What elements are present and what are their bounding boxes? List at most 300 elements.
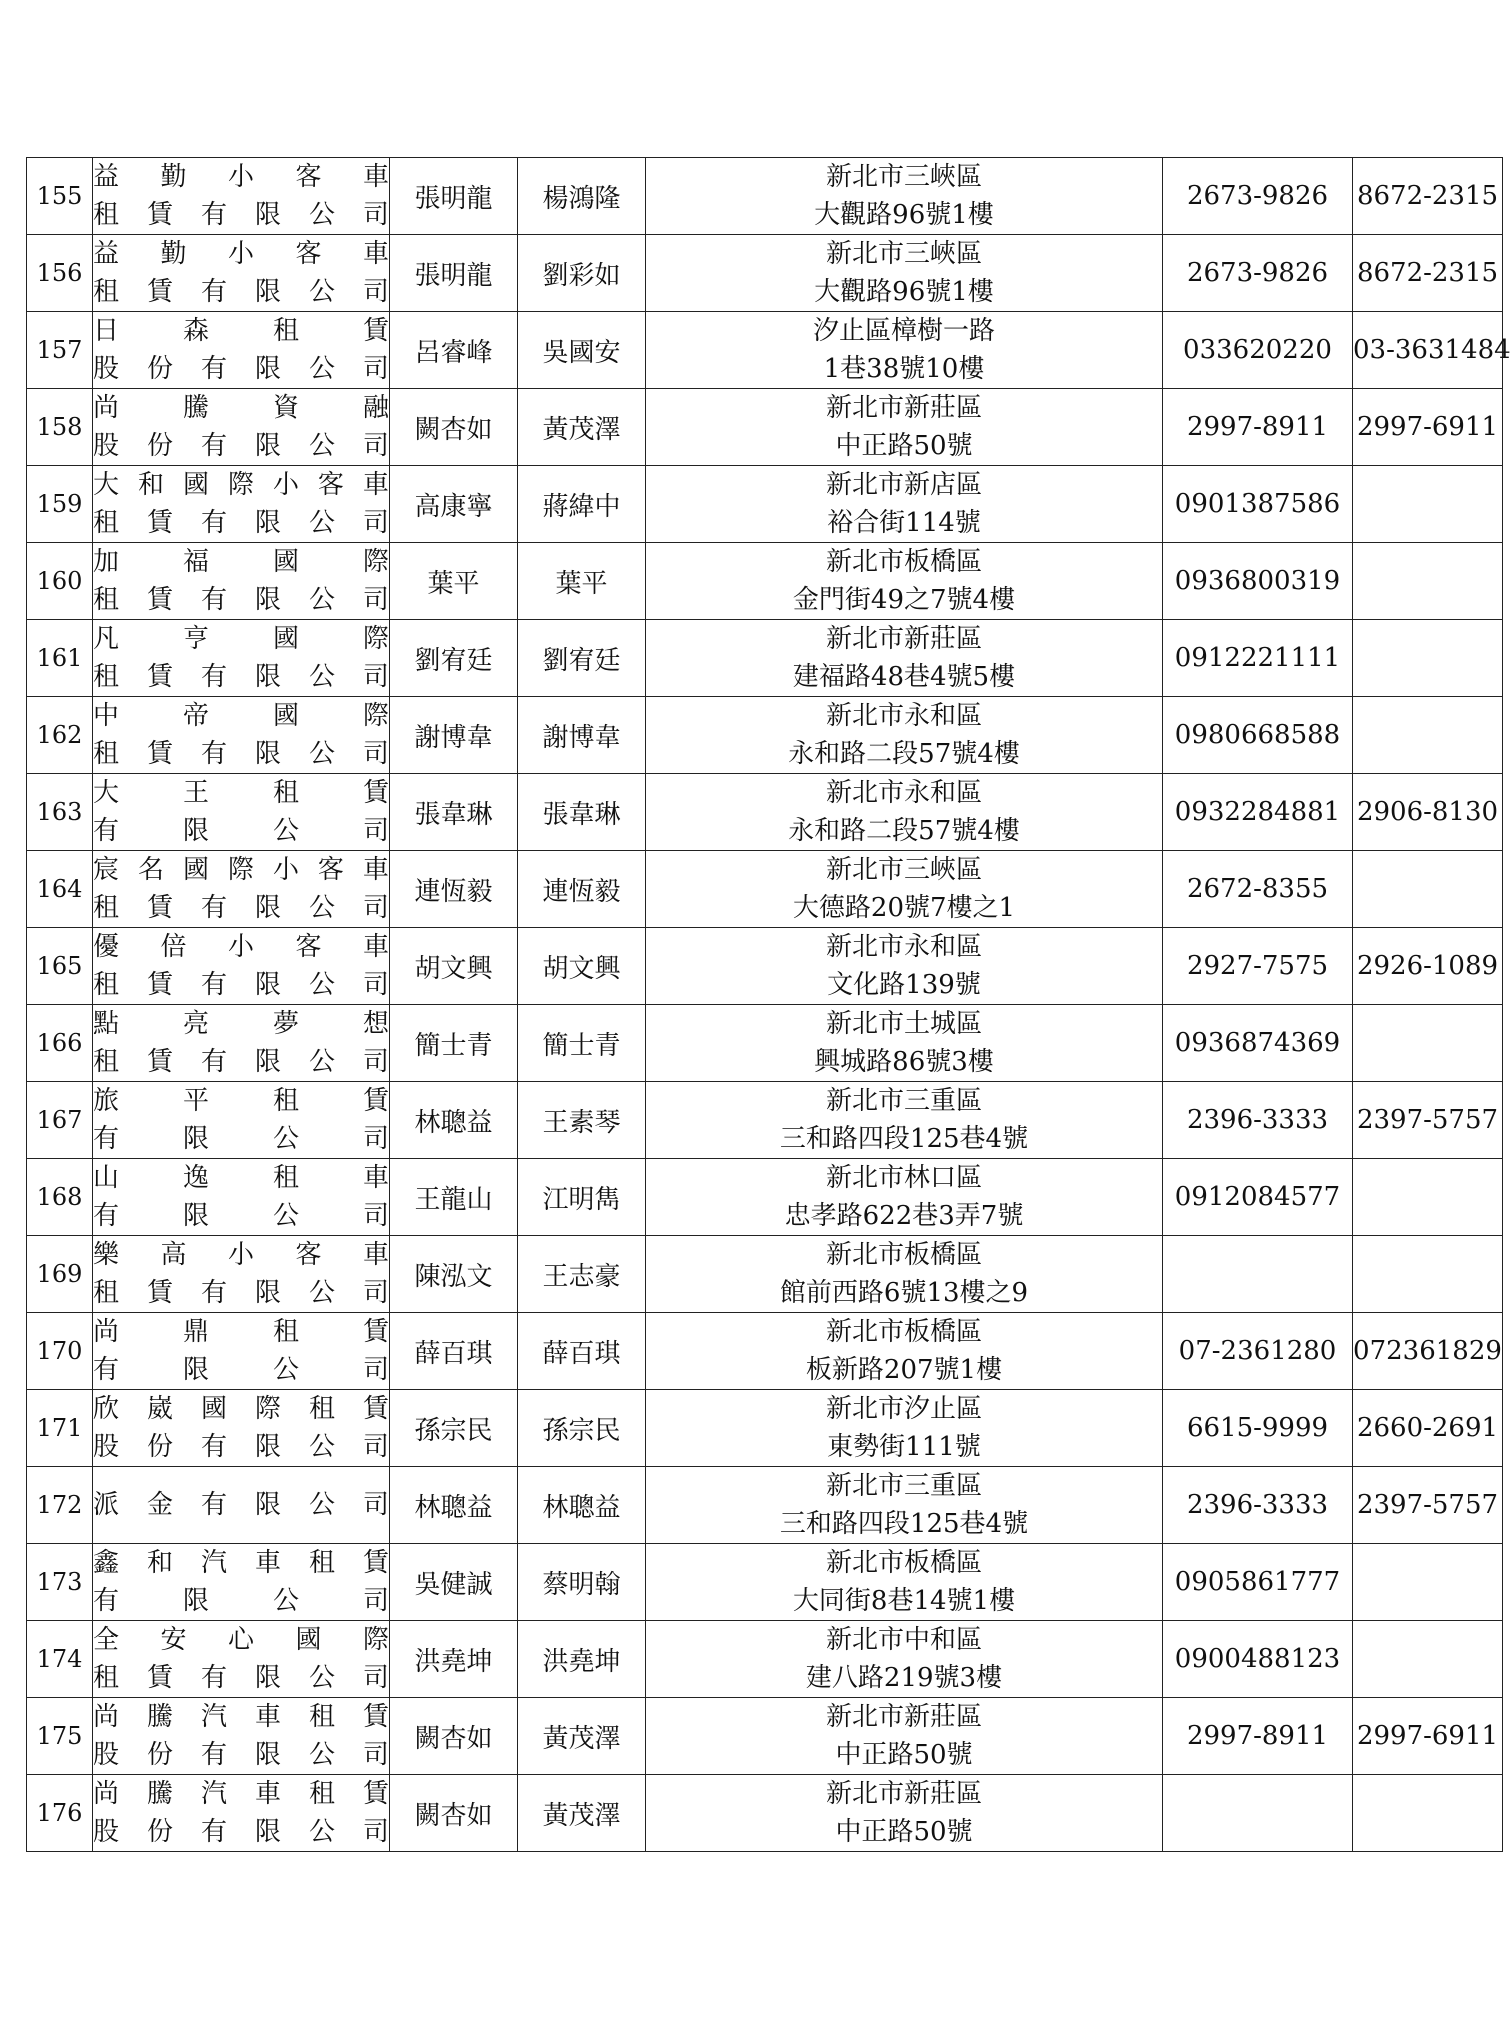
company-name-line: [93, 504, 389, 542]
manager-name: 王素琴: [542, 1107, 621, 1138]
address-line: 新北市新莊區: [825, 624, 982, 654]
company-name-line: [93, 735, 389, 773]
company-name-char: 全: [93, 1625, 120, 1655]
row-number-cell: [27, 1159, 93, 1236]
owner-name: 葉平: [427, 568, 480, 599]
company-name-char: 金: [146, 1490, 173, 1520]
company-name-char: 租: [93, 970, 120, 1000]
company-name-cell: [93, 1698, 390, 1775]
company-name-char: 公: [308, 662, 335, 692]
row-number: 176: [36, 1799, 83, 1827]
owner-name: 洪堯坤: [414, 1646, 493, 1677]
company-name-char: 賃: [146, 739, 173, 769]
row-number-cell: [27, 620, 93, 697]
manager-cell: [518, 1390, 646, 1467]
company-name-char: 限: [254, 354, 281, 384]
company-name-char: 山: [93, 1163, 120, 1193]
company-name-cell: [93, 158, 390, 235]
company-name-char: 租: [272, 1086, 299, 1116]
address-cell: [646, 389, 1163, 466]
company-name-line: [93, 1582, 389, 1620]
fax-cell: [1353, 774, 1503, 851]
company-name-char: 司: [362, 431, 389, 461]
fax-cell: [1353, 1775, 1503, 1852]
phone-cell: [1163, 620, 1353, 697]
manager-cell: [518, 1698, 646, 1775]
company-name-line: [93, 1005, 389, 1043]
company-name-char: 租: [308, 1702, 335, 1732]
company-name-char: 賃: [146, 277, 173, 307]
address-line: 新北市永和區: [825, 932, 982, 962]
company-name-char: 國: [272, 624, 299, 654]
company-name-char: 尚: [93, 1702, 120, 1732]
fax-cell: [1353, 1313, 1503, 1390]
address-line: 大同街8巷14號1樓: [792, 1586, 1016, 1616]
company-name-char: 有: [200, 585, 227, 615]
company-name-line: [93, 1659, 389, 1697]
address-line: 文化路139號: [827, 970, 981, 1000]
phone-number: 0900488123: [1174, 1644, 1341, 1674]
company-name-char: 有: [200, 970, 227, 1000]
company-name-char: 際: [362, 1625, 389, 1655]
company-name-char: 公: [308, 354, 335, 384]
company-name-line: [93, 466, 389, 504]
row-number: 161: [36, 644, 83, 672]
company-name-char: 公: [308, 1490, 335, 1520]
address-line: 大觀路96號1樓: [814, 200, 994, 230]
company-name-char: 有: [200, 1490, 227, 1520]
company-name-char: 際: [254, 1394, 281, 1424]
company-name-char: 資: [272, 393, 299, 423]
owner-name: 連恆毅: [414, 876, 493, 907]
table-row: [27, 235, 1503, 312]
manager-cell: [518, 158, 646, 235]
company-name-char: 汽: [200, 1779, 227, 1809]
company-name-char: 限: [254, 200, 281, 230]
row-number-cell: [27, 1544, 93, 1621]
owner-cell: [390, 389, 518, 466]
phone-number: 2396-3333: [1186, 1490, 1329, 1520]
fax-number: 2397-5757: [1356, 1105, 1499, 1135]
owner-cell: [390, 1698, 518, 1775]
company-name-char: 國: [200, 1394, 227, 1424]
company-name-char: 倍: [160, 932, 187, 962]
company-name-char: 司: [362, 1586, 389, 1616]
company-name-char: 宸: [93, 855, 120, 885]
phone-number: 0936874369: [1174, 1028, 1341, 1058]
company-name-char: 租: [272, 1163, 299, 1193]
address-line: 裕合街114號: [827, 508, 981, 538]
manager-cell: [518, 389, 646, 466]
company-name-cell: [93, 1082, 390, 1159]
table-row: [27, 1236, 1503, 1313]
company-name-char: 有: [93, 1124, 120, 1154]
address-cell: [646, 1621, 1163, 1698]
company-name-char: 限: [182, 1201, 209, 1231]
company-name-char: 客: [317, 470, 344, 500]
company-name-char: 限: [254, 1817, 281, 1847]
manager-cell: [518, 620, 646, 697]
company-name-char: 有: [200, 1047, 227, 1077]
owner-name: 闕杏如: [414, 1723, 493, 1754]
address-line: 新北市永和區: [825, 701, 982, 731]
fax-cell: [1353, 1698, 1503, 1775]
company-name-char: 車: [254, 1702, 281, 1732]
manager-cell: [518, 1082, 646, 1159]
row-number: 169: [36, 1260, 83, 1288]
fax-cell: [1353, 1621, 1503, 1698]
manager-name: 黃茂澤: [542, 414, 621, 445]
company-name-char: 國: [182, 855, 209, 885]
company-name-char: 小: [272, 855, 299, 885]
owner-cell: [390, 1082, 518, 1159]
address-line: 興城路86號3樓: [814, 1047, 994, 1077]
company-name-char: 有: [200, 893, 227, 923]
manager-name: 葉平: [555, 568, 608, 599]
fax-cell: [1353, 851, 1503, 928]
company-name-line: [93, 1428, 389, 1466]
company-name-char: 租: [93, 200, 120, 230]
manager-name: 孫宗民: [542, 1415, 621, 1446]
address-cell: [646, 1775, 1163, 1852]
company-name-cell: [93, 1621, 390, 1698]
address-line: 館前西路6號13樓之9: [779, 1278, 1029, 1308]
table-row: [27, 1621, 1503, 1698]
company-name-char: 際: [227, 470, 254, 500]
manager-cell: [518, 1236, 646, 1313]
address-cell: [646, 1467, 1163, 1544]
company-name-char: 汽: [200, 1548, 227, 1578]
manager-name: 劉宥廷: [542, 645, 621, 676]
address-cell: [646, 1698, 1163, 1775]
owner-cell: [390, 1236, 518, 1313]
manager-name: 吳國安: [542, 337, 621, 368]
registry-table: [26, 157, 1511, 1852]
company-name-char: 限: [254, 662, 281, 692]
company-name-char: 國: [272, 547, 299, 577]
manager-name: 江明雋: [542, 1184, 621, 1215]
company-name-char: 小: [227, 162, 254, 192]
fax-number: 8672-2315: [1356, 258, 1499, 288]
row-number: 158: [36, 413, 83, 441]
row-number-cell: [27, 1775, 93, 1852]
company-name-char: 公: [308, 1278, 335, 1308]
company-name-char: 國: [272, 701, 299, 731]
company-name-char: 大: [93, 470, 120, 500]
company-name-char: 有: [200, 739, 227, 769]
owner-name: 林聰益: [414, 1492, 493, 1523]
fax-cell: [1353, 1005, 1503, 1082]
address-cell: [646, 158, 1163, 235]
company-name-char: 車: [362, 162, 389, 192]
address-line: 新北市土城區: [825, 1009, 982, 1039]
company-name-line: [93, 1813, 389, 1851]
company-name-char: 有: [93, 1201, 120, 1231]
phone-cell: [1163, 389, 1353, 466]
row-number-cell: [27, 851, 93, 928]
address-line: 新北市新莊區: [825, 393, 982, 423]
manager-name: 薛百琪: [542, 1338, 621, 1369]
fax-cell: [1353, 697, 1503, 774]
company-name-char: 司: [362, 1663, 389, 1693]
company-name-cell: [93, 1005, 390, 1082]
company-name-char: 租: [93, 1278, 120, 1308]
company-name-char: 有: [200, 1817, 227, 1847]
company-name-char: 際: [362, 701, 389, 731]
company-name-char: 限: [182, 1124, 209, 1154]
table-row: [27, 1082, 1503, 1159]
company-name-cell: [93, 1775, 390, 1852]
company-name-char: 和: [137, 470, 164, 500]
owner-name: 薛百琪: [414, 1338, 493, 1369]
company-name-char: 司: [362, 1124, 389, 1154]
company-name-line: [93, 658, 389, 696]
fax-cell: [1353, 1467, 1503, 1544]
manager-cell: [518, 1544, 646, 1621]
company-name-char: 租: [308, 1548, 335, 1578]
company-name-char: 有: [93, 816, 120, 846]
company-name-char: 份: [146, 1432, 173, 1462]
company-name-char: 司: [362, 354, 389, 384]
company-name-char: 公: [308, 200, 335, 230]
company-name-char: 公: [308, 277, 335, 307]
address-line: 新北市新店區: [825, 470, 982, 500]
owner-name: 胡文興: [414, 953, 493, 984]
manager-name: 王志豪: [542, 1261, 621, 1292]
company-name-char: 想: [362, 1009, 389, 1039]
fax-number: 2926-1089: [1356, 951, 1499, 981]
table-row: [27, 620, 1503, 697]
company-name-char: 司: [362, 816, 389, 846]
address-cell: [646, 1236, 1163, 1313]
address-line: 新北市三重區: [825, 1471, 982, 1501]
address-cell: [646, 620, 1163, 697]
owner-cell: [390, 235, 518, 312]
manager-name: 張韋琳: [542, 799, 621, 830]
company-name-char: 派: [93, 1490, 120, 1520]
fax-number: 2660-2691: [1356, 1413, 1499, 1443]
address-line: 汐止區樟樹一路: [812, 316, 995, 346]
address-line: 金門街49之7號4樓: [792, 585, 1016, 615]
phone-number: 0901387586: [1174, 489, 1341, 519]
owner-cell: [390, 158, 518, 235]
company-name-char: 司: [362, 739, 389, 769]
company-name-char: 限: [254, 893, 281, 923]
company-name-line: [93, 235, 389, 273]
phone-number: 6615-9999: [1186, 1413, 1329, 1443]
company-name-char: 司: [362, 1740, 389, 1770]
row-number: 175: [36, 1722, 83, 1750]
company-name-char: 司: [362, 893, 389, 923]
company-name-line: [93, 196, 389, 234]
company-name-line: [93, 774, 389, 812]
row-number: 170: [36, 1337, 83, 1365]
row-number-cell: [27, 1698, 93, 1775]
company-name-char: 賃: [146, 970, 173, 1000]
company-name-char: 公: [308, 1740, 335, 1770]
company-name-char: 有: [200, 662, 227, 692]
company-name-char: 賃: [362, 1779, 389, 1809]
company-name-char: 公: [272, 1201, 299, 1231]
company-name-char: 公: [272, 1586, 299, 1616]
owner-name: 張明龍: [414, 260, 493, 291]
company-name-char: 份: [146, 354, 173, 384]
company-name-char: 客: [317, 855, 344, 885]
phone-number: 0980668588: [1174, 720, 1341, 750]
owner-cell: [390, 928, 518, 1005]
address-cell: [646, 1082, 1163, 1159]
row-number: 157: [36, 336, 83, 364]
manager-cell: [518, 774, 646, 851]
table-row: [27, 1313, 1503, 1390]
owner-cell: [390, 697, 518, 774]
company-name-char: 司: [362, 1490, 389, 1520]
company-name-char: 公: [308, 1663, 335, 1693]
company-name-char: 限: [182, 1586, 209, 1616]
company-name-char: 有: [200, 1663, 227, 1693]
company-name-char: 租: [93, 893, 120, 923]
company-name-char: 限: [254, 431, 281, 461]
manager-cell: [518, 1313, 646, 1390]
owner-cell: [390, 620, 518, 697]
table-row: [27, 1390, 1503, 1467]
fax-number: 03-3631484: [1353, 335, 1511, 365]
company-name-line: [93, 1236, 389, 1274]
company-name-char: 租: [93, 277, 120, 307]
company-name-char: 國: [295, 1625, 322, 1655]
company-name-char: 亨: [182, 624, 209, 654]
fax-cell: [1353, 235, 1503, 312]
manager-name: 連恆毅: [542, 876, 621, 907]
company-name-char: 租: [272, 316, 299, 346]
fax-cell: [1353, 389, 1503, 466]
manager-cell: [518, 1621, 646, 1698]
company-name-char: 司: [362, 1047, 389, 1077]
row-number-cell: [27, 928, 93, 1005]
phone-cell: [1163, 928, 1353, 1005]
company-name-char: 限: [254, 1047, 281, 1077]
company-name-char: 公: [308, 893, 335, 923]
company-name-char: 客: [295, 239, 322, 269]
phone-number: 0932284881: [1174, 797, 1341, 827]
phone-cell: [1163, 1313, 1353, 1390]
company-name-char: 公: [308, 431, 335, 461]
table-row: [27, 1775, 1503, 1852]
table-row: [27, 158, 1503, 235]
company-name-char: 有: [200, 508, 227, 538]
row-number-cell: [27, 1236, 93, 1313]
table-row: [27, 1159, 1503, 1236]
owner-name: 簡士青: [414, 1030, 493, 1061]
row-number: 159: [36, 490, 83, 518]
address-cell: [646, 312, 1163, 389]
address-line: 新北市新莊區: [825, 1779, 982, 1809]
fax-number: 072361829: [1353, 1336, 1502, 1366]
phone-cell: [1163, 312, 1353, 389]
company-name-char: 有: [93, 1355, 120, 1385]
manager-cell: [518, 1159, 646, 1236]
company-name-char: 車: [254, 1548, 281, 1578]
company-name-line: [93, 620, 389, 658]
company-name-char: 客: [295, 162, 322, 192]
company-name-line: [93, 1621, 389, 1659]
company-name-char: 賃: [362, 1702, 389, 1732]
manager-name: 簡士青: [542, 1030, 621, 1061]
company-name-char: 有: [200, 277, 227, 307]
row-number: 165: [36, 952, 83, 980]
company-name-line: [93, 889, 389, 927]
manager-name: 黃茂澤: [542, 1800, 621, 1831]
company-name-line: [93, 1736, 389, 1774]
address-line: 中正路50號: [835, 431, 973, 461]
company-name-char: 客: [295, 1240, 322, 1270]
company-name-cell: [93, 851, 390, 928]
row-number-cell: [27, 1390, 93, 1467]
owner-name: 高康寧: [414, 491, 493, 522]
company-name-line: [93, 851, 389, 889]
address-line: 新北市板橋區: [825, 1548, 982, 1578]
company-name-char: 賃: [362, 316, 389, 346]
company-name-char: 鼎: [182, 1317, 209, 1347]
company-name-char: 租: [93, 508, 120, 538]
row-number-cell: [27, 697, 93, 774]
fax-number: 8672-2315: [1356, 181, 1499, 211]
fax-cell: [1353, 928, 1503, 1005]
company-name-char: 租: [308, 1779, 335, 1809]
phone-number: 0905861777: [1174, 1567, 1341, 1597]
phone-number: 2396-3333: [1186, 1105, 1329, 1135]
row-number: 162: [36, 721, 83, 749]
address-line: 中正路50號: [835, 1817, 973, 1847]
company-name-char: 司: [362, 1432, 389, 1462]
manager-cell: [518, 1775, 646, 1852]
address-line: 新北市汐止區: [825, 1394, 982, 1424]
company-name-char: 汽: [200, 1702, 227, 1732]
row-number: 164: [36, 875, 83, 903]
address-line: 新北市板橋區: [825, 1317, 982, 1347]
address-line: 中正路50號: [835, 1740, 973, 1770]
address-line: 新北市新莊區: [825, 1702, 982, 1732]
manager-cell: [518, 543, 646, 620]
company-name-char: 尚: [93, 393, 120, 423]
owner-cell: [390, 543, 518, 620]
phone-cell: [1163, 851, 1353, 928]
company-name-char: 賃: [362, 1086, 389, 1116]
company-name-char: 股: [93, 431, 120, 461]
table-body: [27, 158, 1511, 1852]
owner-name: 陳泓文: [414, 1261, 493, 1292]
phone-cell: [1163, 1082, 1353, 1159]
owner-name: 呂睿峰: [414, 337, 493, 368]
company-name-cell: [93, 389, 390, 466]
fax-cell: [1353, 312, 1511, 389]
phone-cell: [1163, 1390, 1353, 1467]
company-name-char: 亮: [182, 1009, 209, 1039]
company-name-char: 車: [254, 1779, 281, 1809]
owner-name: 謝博韋: [414, 722, 493, 753]
phone-cell: [1163, 1621, 1353, 1698]
phone-number: 07-2361280: [1178, 1336, 1337, 1366]
company-name-char: 車: [362, 1240, 389, 1270]
phone-number: 2927-7575: [1186, 951, 1329, 981]
company-name-char: 和: [146, 1548, 173, 1578]
phone-cell: [1163, 158, 1353, 235]
company-name-char: 租: [272, 1317, 299, 1347]
phone-number: 033620220: [1183, 335, 1332, 365]
fax-cell: [1353, 1082, 1503, 1159]
company-name-char: 份: [146, 1817, 173, 1847]
company-name-line: [93, 312, 389, 350]
